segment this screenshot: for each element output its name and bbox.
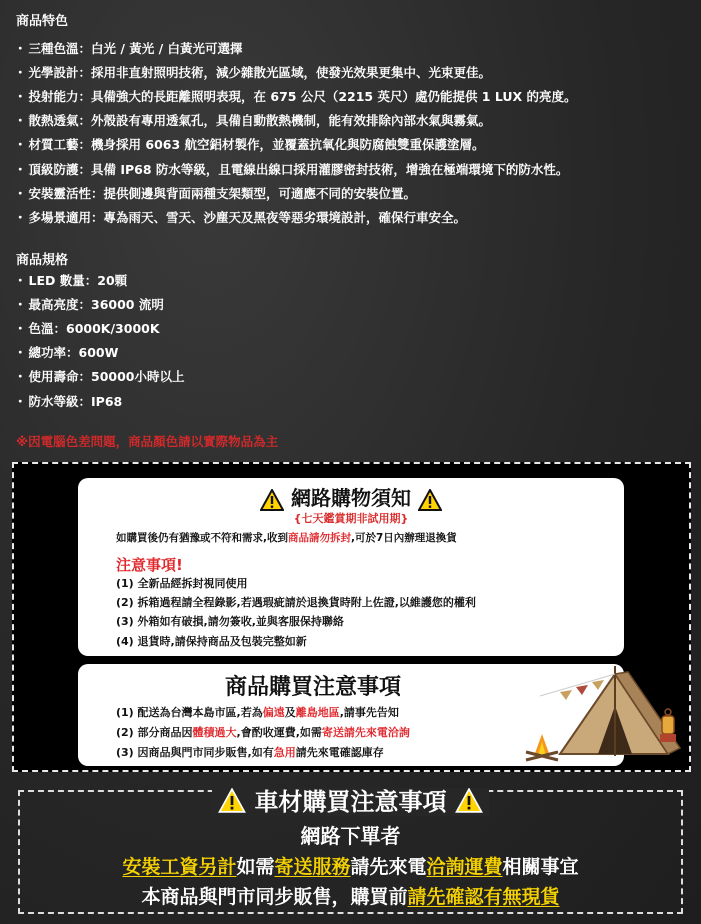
bullet-dot: ・ [14, 209, 27, 225]
list-item-text: 最高亮度：36000 流明 [28, 297, 164, 313]
online-notice-card [78, 478, 624, 656]
bullet-dot: ・ [14, 137, 27, 153]
bullet-dot: ・ [14, 345, 27, 361]
list-item-text: 安裝靈活性：提供側邊與背面兩種支架類型，可適應不同的安裝位置。 [28, 185, 417, 201]
bullet-dot: ・ [14, 185, 27, 201]
purchase-item: (3) 因商品與門市同步販售,如有急用請先來電確認庫存 [116, 746, 384, 759]
list-item-text: 色溫：6000K/3000K [28, 321, 160, 337]
list-item-text: 防水等級：IP68 [28, 393, 123, 409]
list-item [14, 392, 122, 410]
features-title: 商品特色 [16, 14, 69, 29]
list-item [14, 135, 485, 153]
list-item-text: 三種色溫：白光 / 黃光 / 白黃光可選擇 [28, 41, 243, 56]
purchase-item: (1) 配送為台灣本島市區,若為偏遠及離島地區,請事先告知 [116, 706, 399, 719]
bullet-dot: ・ [14, 321, 27, 337]
list-item [14, 184, 416, 202]
car-notice-title-row [0, 782, 701, 817]
bullet-dot: ・ [14, 113, 27, 129]
warning-triangle-icon [418, 489, 442, 511]
list-item [14, 208, 466, 226]
lantern-illustration [660, 709, 676, 742]
car-notice-title: 車材購買注意事項 [254, 788, 447, 816]
attention-heading: 注意事項! [116, 556, 183, 574]
specs-title: 商品規格 [16, 253, 69, 268]
online-notice-title-row [78, 482, 624, 511]
list-item [14, 111, 491, 129]
purchase-notice-title: 商品購買注意事項 [224, 675, 401, 700]
bullet-dot: ・ [14, 393, 27, 409]
list-item [14, 319, 160, 337]
notice-item: (2) 拆箱過程請全程錄影,若遇瑕疵請於退換貨時附上佐證,以維護您的權利 [116, 596, 476, 609]
notice-item: (1) 全新品經拆封視同使用 [116, 577, 248, 590]
bullet-dot: ・ [14, 41, 27, 56]
online-notice-desc: 如購買後仍有猶豫或不符和需求,收到商品請勿拆封,可於7日內辦理退換貨 [116, 532, 457, 544]
bullet-dot: ・ [14, 369, 27, 385]
list-item [14, 271, 127, 289]
car-notice-line3: 本商品與門市同步販售，購買前請先確認有無現貨 [141, 886, 560, 908]
list-item-text: 散熱透氣：外殼設有專用透氣孔，具備自動散熱機制，能有效排除內部水氣與霧氣。 [28, 113, 492, 129]
list-item-text: 投射能力：具備強大的長距離照明表現，在 675 公尺（2215 英尺）處仍能提供 1 LUX 的亮度。 [28, 89, 577, 105]
list-item [14, 87, 577, 105]
bullet-dot: ・ [14, 89, 27, 105]
car-notice-line2: 安裝工資另計如需寄送服務請先來電洽詢運費相關事宜 [122, 856, 579, 878]
list-item [14, 160, 568, 178]
list-item-text: 光學設計：採用非直射照明技術，減少雜散光區域，使發光效果更集中、光束更佳。 [28, 65, 492, 81]
warning-triangle-icon [260, 489, 284, 511]
campfire-illustration [526, 734, 558, 760]
tent-illustration [520, 656, 690, 768]
warning-triangle-icon [218, 788, 246, 813]
list-item-text: 材質工藝：機身採用 6063 航空鋁材製作，並覆蓋抗氧化與防腐蝕雙重保護塗層。 [28, 137, 485, 153]
purchase-item: (2) 部分商品因體積過大,會酌收運費,如需寄送請先來電洽詢 [116, 726, 410, 739]
list-item-text: 使用壽命：50000小時以上 [28, 369, 185, 385]
warning-triangle-icon [455, 788, 483, 813]
list-item-text: 頂級防護：具備 IP68 防水等級，且電線出線口採用灌膠密封技術，增強在極端環境下的防水性。 [28, 161, 569, 177]
list-item [14, 343, 118, 361]
list-item [14, 63, 491, 81]
notice-item: (4) 退貨時,請保持商品及包裝完整如新 [116, 635, 307, 648]
list-item [14, 367, 185, 385]
bullet-dot: ・ [14, 297, 27, 313]
car-notice-line1: 網路下單者 [300, 824, 401, 848]
online-notice-subtitle: {七天鑑賞期非試用期} [293, 512, 409, 525]
notice-item: (3) 外箱如有破損,請勿簽收,並與客服保持聯絡 [116, 615, 344, 628]
bullet-dot: ・ [14, 65, 27, 81]
list-item-text: LED 數量：20顆 [28, 273, 128, 288]
list-item [14, 39, 243, 57]
list-item-text: 多場景適用：專為雨天、雪天、沙塵天及黑夜等惡劣環境設計，確保行車安全。 [28, 209, 467, 225]
online-notice-title: 網路購物須知 [291, 486, 411, 510]
list-item-text: 總功率：600W [28, 345, 119, 361]
list-item [14, 295, 164, 313]
bullet-dot: ・ [14, 161, 27, 177]
bullet-dot: ・ [14, 273, 27, 288]
color-note: ※因電腦色差問題，商品顏色請以實際物品為主 [16, 434, 279, 449]
